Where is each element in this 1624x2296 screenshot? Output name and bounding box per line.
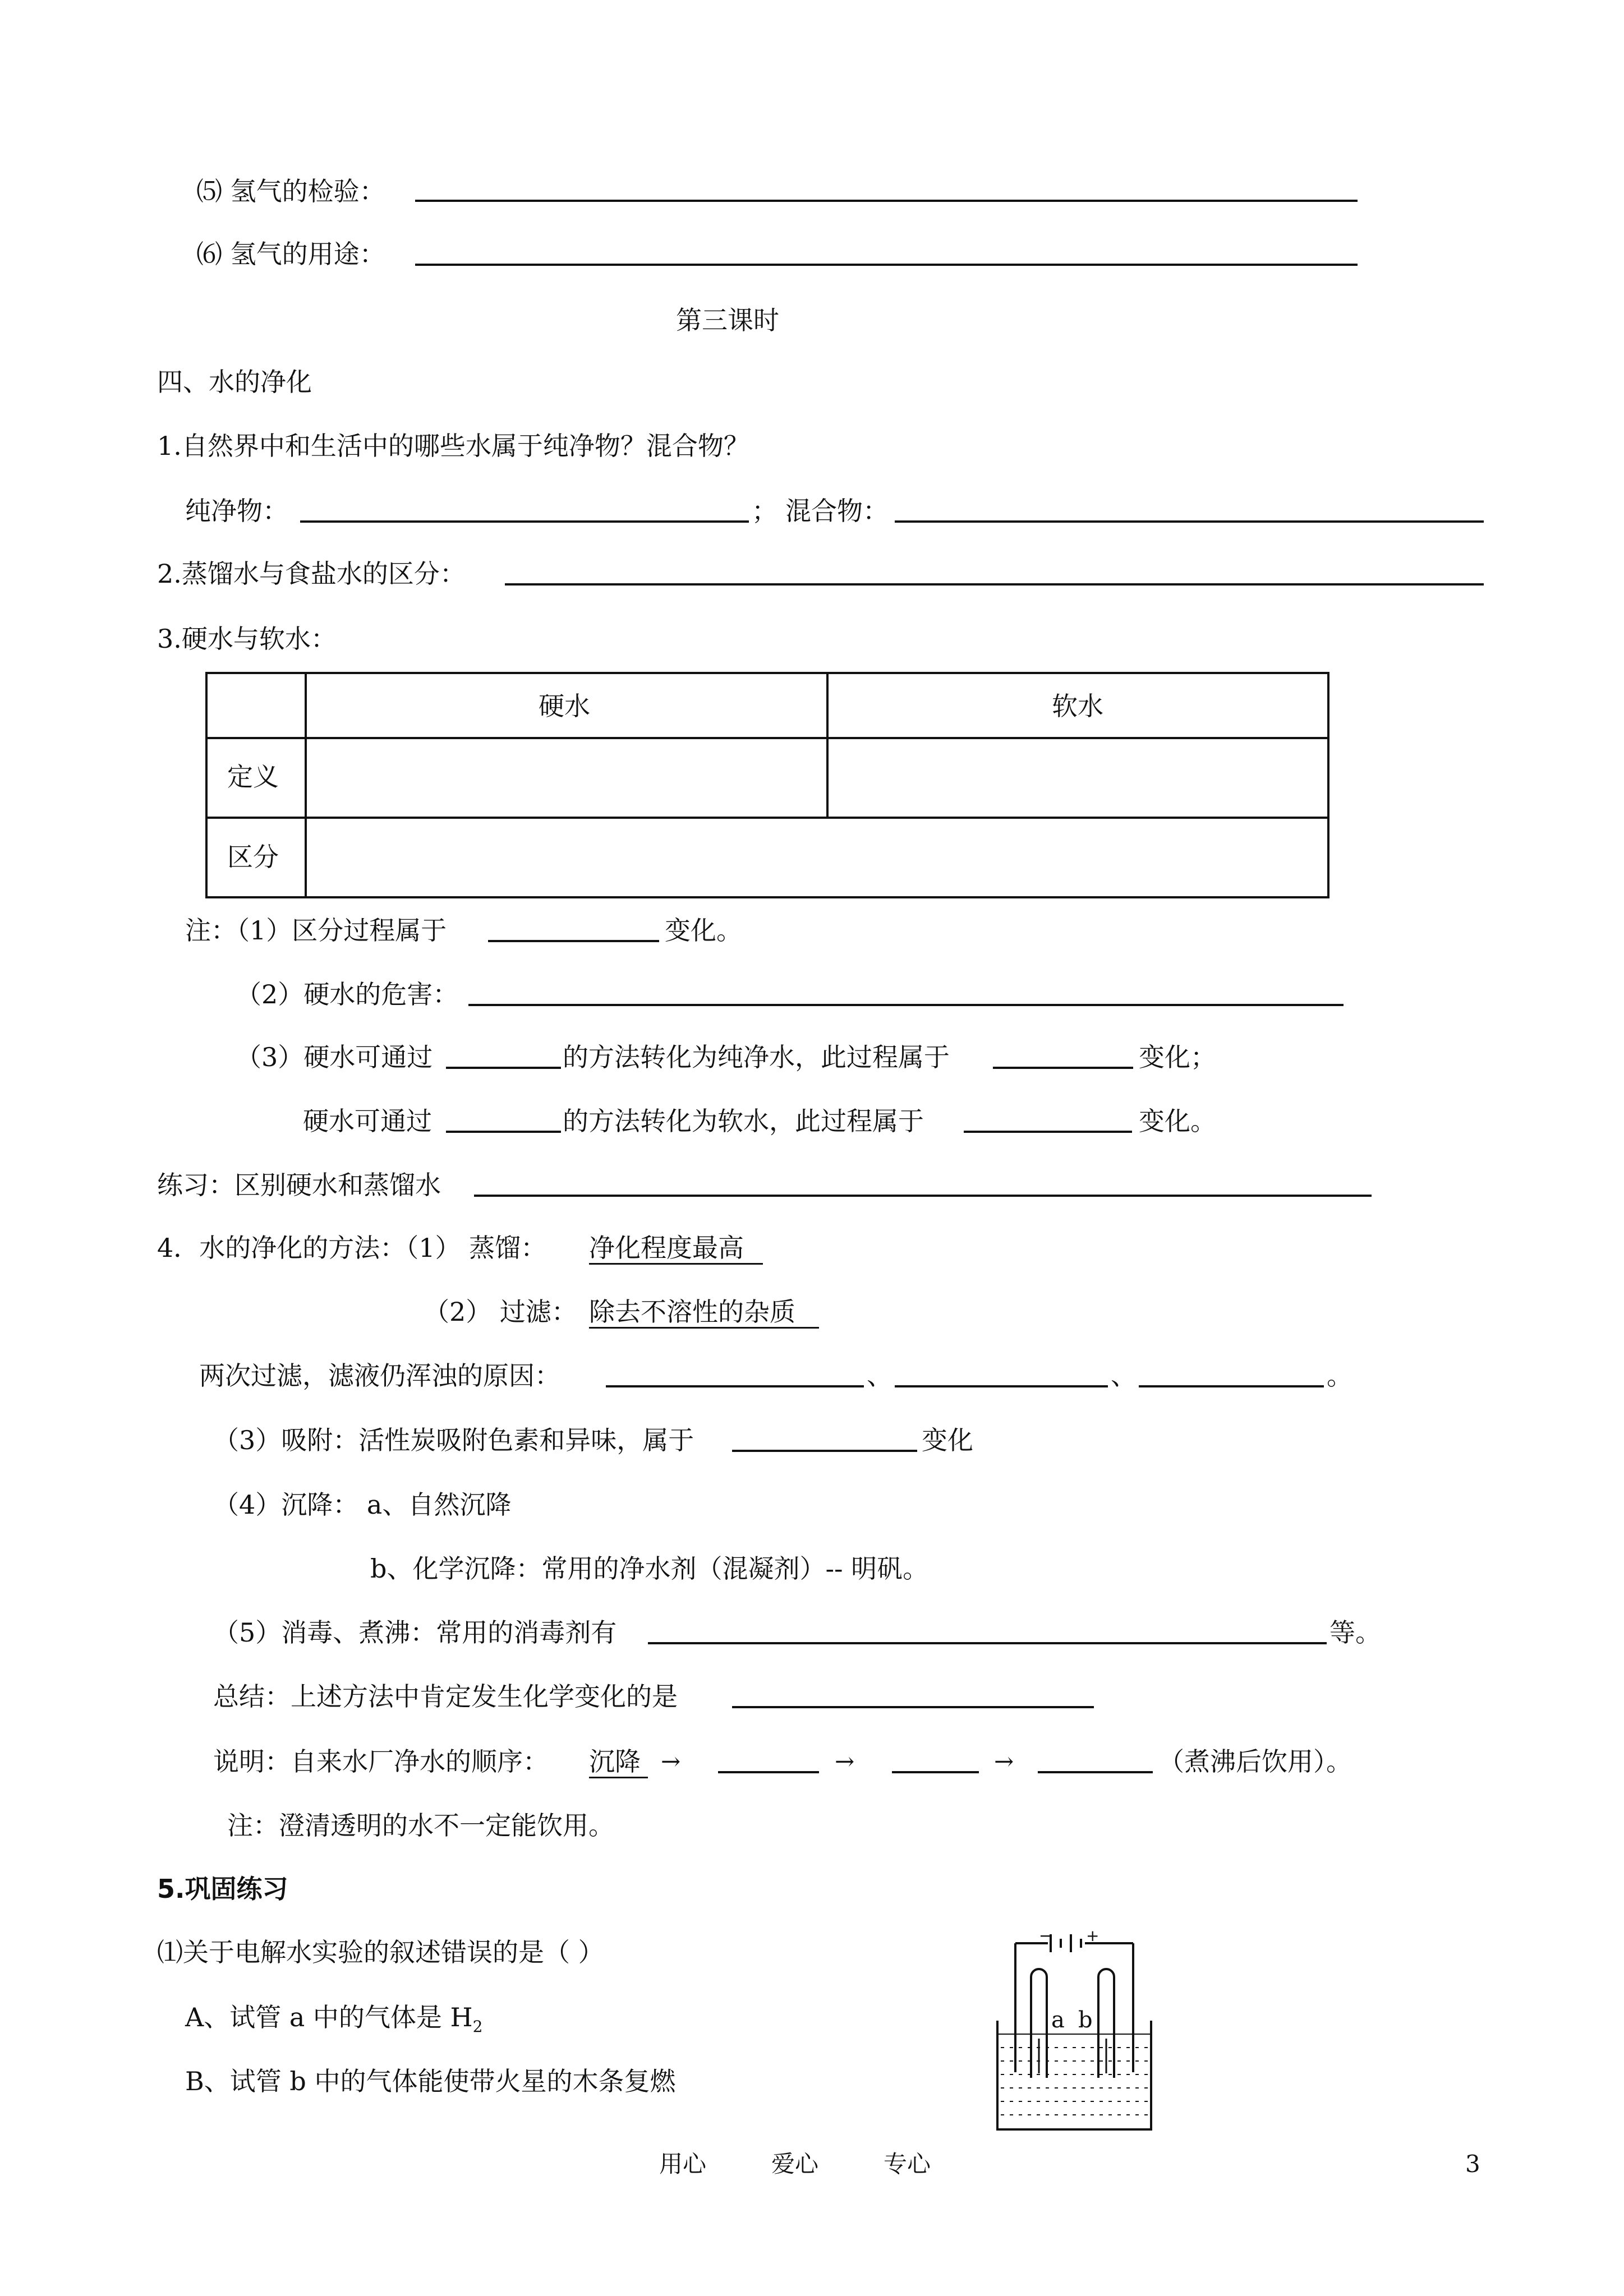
- question-3: 3.硬水与软水：: [157, 624, 337, 654]
- note-3-label: （3）硬水可通过: [236, 1042, 433, 1072]
- arrow-right-icon: →: [835, 1748, 855, 1775]
- method-distillation-answer: 净化程度最高: [589, 1233, 744, 1263]
- filter-period: 。: [1327, 1361, 1352, 1391]
- option-a-subscript: 2: [472, 2017, 483, 2036]
- method-disinfection-suffix: 等。: [1329, 1617, 1381, 1648]
- method-disinfection: （5）消毒、煮沸：常用的消毒剂有: [213, 1617, 617, 1648]
- note-1-blank[interactable]: [488, 940, 659, 942]
- option-a-text: A、试管 a 中的气体是 H: [185, 2002, 473, 2032]
- explain-step-2-blank[interactable]: [718, 1771, 819, 1773]
- summary-label: 总结：上述方法中肯定发生化学变化的是: [213, 1681, 678, 1712]
- note-3-blank-method[interactable]: [446, 1067, 561, 1069]
- method-adsorption-suffix: 变化: [922, 1425, 973, 1455]
- note-4-label: 硬水可通过: [303, 1106, 432, 1136]
- svg-text:−: −: [1039, 1926, 1052, 1945]
- note-3-middle: 的方法转化为纯净水，此过程属于: [563, 1042, 950, 1072]
- note-4-middle: 的方法转化为软水，此过程属于: [563, 1106, 924, 1136]
- page-number: 3: [1465, 2150, 1480, 2178]
- final-note: 注：澄清透明的水不一定能饮用。: [227, 1810, 614, 1841]
- note-1-suffix: 变化。: [665, 915, 742, 946]
- mixture-label: 混合物：: [785, 496, 889, 526]
- question-1: 1.自然界中和生活中的哪些水属于纯净物？混合物？: [157, 431, 749, 461]
- q6-label: ⑹ 氢气的用途：: [196, 239, 385, 269]
- table-header-hard: 硬水: [539, 691, 590, 721]
- method-sedimentation: （4）沉降： a、自然沉降: [213, 1490, 512, 1520]
- method-disinfection-blank[interactable]: [648, 1642, 1327, 1644]
- method-chemical-sedimentation: b、化学沉降：常用的净水剂（混凝剂）-- 明矾。: [370, 1553, 929, 1584]
- arrow-right-icon: →: [994, 1748, 1014, 1775]
- filter-reason-blank-2[interactable]: [895, 1385, 1108, 1387]
- arrow-right-icon: →: [661, 1748, 681, 1775]
- hard-definition-cell[interactable]: [310, 741, 825, 814]
- lesson-title: 第三课时: [676, 305, 779, 335]
- method-adsorption: （3）吸附：活性炭吸附色素和异味，属于: [213, 1425, 694, 1455]
- practice-title: 5.巩固练习: [157, 1874, 288, 1904]
- practice-option-a[interactable]: [185, 2004, 482, 2035]
- pure-label: 纯净物：: [185, 496, 288, 526]
- separator: ；: [752, 496, 778, 526]
- table-row-distinguish: 区分: [227, 842, 279, 872]
- explain-first-step: 沉降: [589, 1746, 641, 1777]
- explain-first-step-underline: [589, 1777, 648, 1778]
- filter-reason-blank-3[interactable]: [1139, 1385, 1324, 1387]
- svg-text:+: +: [1086, 1926, 1099, 1945]
- explain-step-4-blank[interactable]: [1038, 1771, 1153, 1773]
- question-2: 2.蒸馏水与食盐水的区分：: [157, 559, 466, 589]
- electrolysis-apparatus-diagram: [993, 1926, 1156, 2140]
- method-intro: 4．水的净化的方法：（1） 蒸馏：: [157, 1233, 547, 1263]
- explain-step-3-blank[interactable]: [892, 1771, 979, 1773]
- soft-definition-cell[interactable]: [831, 741, 1325, 814]
- method-filtration-label: （2） 过滤：: [424, 1297, 577, 1327]
- method-distillation-underline: [589, 1263, 763, 1265]
- summary-blank[interactable]: [732, 1706, 1094, 1708]
- note-4-blank-change[interactable]: [964, 1131, 1132, 1133]
- explain-suffix: （煮沸后饮用）。: [1158, 1746, 1352, 1777]
- practice-question-1: ⑴关于电解水实验的叙述错误的是（ ）: [157, 1937, 604, 1967]
- explain-label: 说明：自来水厂净水的顺序：: [213, 1746, 549, 1777]
- note-3-suffix: 变化；: [1139, 1042, 1216, 1072]
- note-2-blank[interactable]: [468, 1004, 1344, 1006]
- tube-label-b: b: [1078, 2007, 1093, 2033]
- method-filtration-underline: [589, 1327, 819, 1329]
- practice-distinguish: 练习：区别硬水和蒸馏水: [157, 1170, 441, 1200]
- footer-motto-3: 专心: [884, 2150, 931, 2178]
- distinguish-cell[interactable]: [310, 821, 1325, 894]
- table-header-soft: 软水: [1052, 691, 1103, 721]
- q5-label: ⑸ 氢气的检验：: [196, 176, 385, 206]
- method-adsorption-blank[interactable]: [732, 1450, 917, 1452]
- section-heading: 四、水的净化: [157, 367, 312, 397]
- practice-distinguish-blank[interactable]: [474, 1195, 1372, 1197]
- method-filtration-answer: 除去不溶性的杂质: [589, 1297, 795, 1327]
- note-2-label: （2）硬水的危害：: [236, 979, 459, 1009]
- footer-motto-2: 爱心: [771, 2150, 819, 2178]
- table-row-definition: 定义: [227, 762, 279, 792]
- filter-reason-blank-1[interactable]: [606, 1385, 864, 1387]
- note-4-suffix: 变化。: [1139, 1106, 1216, 1136]
- note-1-label: 注：（1）区分过程属于: [185, 915, 447, 946]
- footer-motto-1: 用心: [659, 2150, 707, 2178]
- tube-label-a: a: [1051, 2007, 1065, 2033]
- filter-turbid-question: 两次过滤，滤液仍浑浊的原因：: [199, 1361, 560, 1391]
- filter-comma-2: 、: [1111, 1361, 1137, 1391]
- note-3-blank-change[interactable]: [993, 1067, 1133, 1069]
- practice-option-b[interactable]: B、试管 b 中的气体能使带火星的木条复燃: [185, 2066, 676, 2096]
- note-4-blank-method[interactable]: [446, 1131, 561, 1133]
- filter-comma-1: 、: [867, 1361, 892, 1391]
